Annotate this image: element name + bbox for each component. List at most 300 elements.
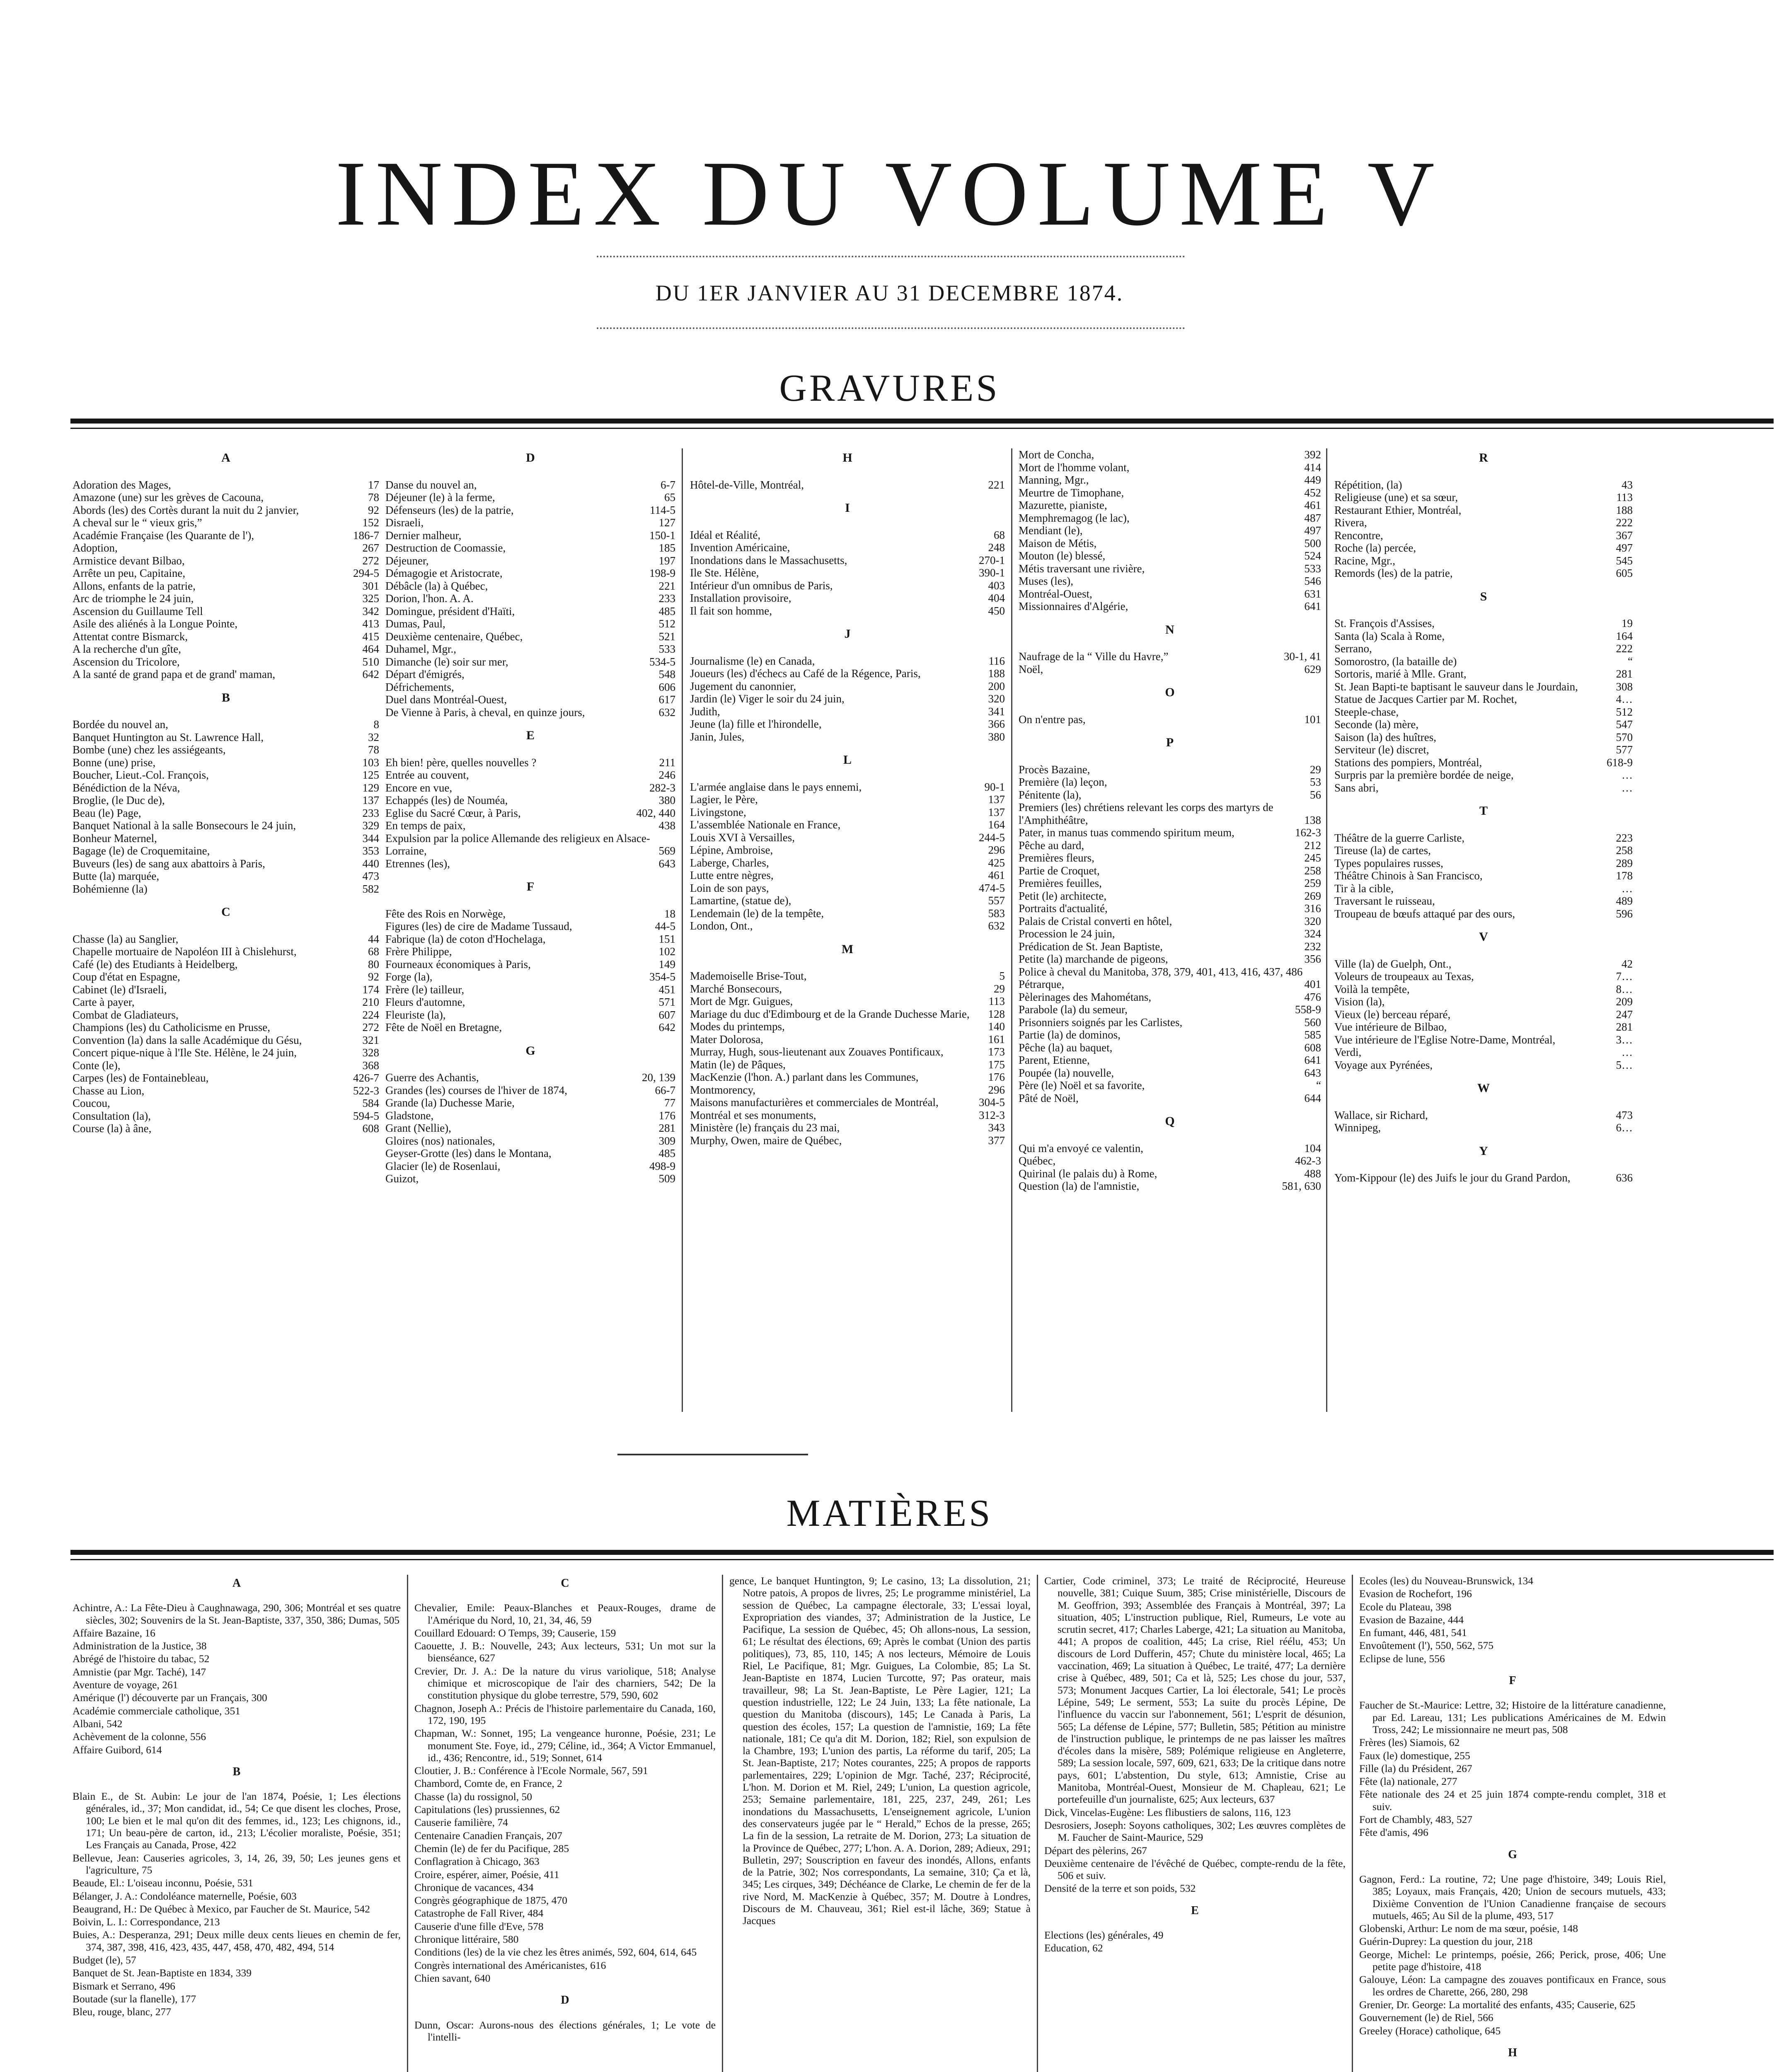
- entry-page: 509: [658, 1172, 675, 1185]
- entry-title: Pétrarque,: [1019, 978, 1065, 990]
- index-entry: [690, 705, 1005, 718]
- entry-page: 571: [658, 996, 675, 1008]
- index-entry: [690, 1096, 1005, 1109]
- entry-page: 413: [362, 617, 379, 630]
- section-letter: H: [842, 451, 852, 465]
- entry-page: 272: [362, 1021, 379, 1034]
- entry-page: 521: [658, 630, 675, 643]
- entry-title: Asile des aliénés à la Longue Pointe,: [73, 617, 238, 630]
- section-letter: N: [1165, 622, 1174, 637]
- entry-page: 188: [1616, 503, 1633, 516]
- entry-title: Ile Ste. Hélène,: [690, 566, 759, 579]
- entry-title: Remords (les) de la patrie,: [1334, 567, 1453, 579]
- entry-page: 224: [362, 1008, 379, 1021]
- entry-page: 270-1: [979, 554, 1005, 566]
- index-entry: [385, 681, 675, 694]
- index-entry: [690, 983, 1005, 995]
- index-entry: [73, 643, 379, 656]
- entry-page: 129: [362, 781, 379, 794]
- entry-page: …: [1622, 882, 1633, 895]
- entry-page: 312-3: [979, 1109, 1005, 1121]
- index-entry: [1334, 504, 1633, 517]
- entry-title: Memphremagog (le lac),: [1019, 511, 1130, 524]
- subject-entry: Ecole du Plateau, 398: [1359, 1600, 1452, 1613]
- index-entry: [1019, 940, 1321, 953]
- subject-entry: Deuxième centenaire de l'évêché de Québec, compte-rendu de la fête, 506 et suiv.: [1044, 1857, 1346, 1882]
- index-entry: [1334, 857, 1633, 870]
- index-entry: [690, 907, 1005, 920]
- entry-page: 321: [362, 1034, 379, 1046]
- entry-page: 92: [368, 503, 379, 516]
- entry-title: Encore en vue,: [385, 781, 453, 794]
- entry-title: Louis XVI à Versailles,: [690, 831, 795, 844]
- entry-title: St. François d'Assises,: [1334, 617, 1435, 629]
- entry-title: Livingstone,: [690, 806, 746, 818]
- entry-page: 44-5: [655, 920, 675, 932]
- entry-title: Coucou,: [73, 1097, 110, 1109]
- entry-title: Quirinal (le palais du) à Rome,: [1019, 1167, 1157, 1180]
- entry-page: 390-1: [979, 566, 1005, 579]
- entry-page: 316: [1304, 902, 1321, 915]
- index-entry: [73, 1122, 379, 1135]
- entry-title: Déjeuner,: [385, 554, 429, 567]
- index-entry: [73, 617, 379, 630]
- entry-page: 162-3: [1295, 826, 1321, 839]
- entry-title: De Vienne à Paris, à cheval, en quinze jours,: [385, 706, 585, 719]
- entry-title: Murphy, Owen, maire de Québec,: [690, 1134, 842, 1147]
- entry-page: 103: [362, 756, 379, 769]
- entry-title: Montmorency,: [690, 1083, 755, 1096]
- entry-title: Mariage du duc d'Edimbourg et de la Grande Duchesse Marie,: [690, 1007, 970, 1020]
- subject-entry: Capitulations (les) prussiennes, 62: [414, 1803, 560, 1816]
- entry-page: 301: [362, 579, 379, 592]
- index-entry: [385, 592, 675, 605]
- entry-title: Fourneaux économiques à Paris,: [385, 958, 531, 971]
- entry-title: Danse du nouvel an,: [385, 478, 477, 491]
- entry-page: 366: [988, 718, 1005, 730]
- entry-page: 341: [988, 705, 1005, 718]
- entry-title: Saison (la) des huîtres,: [1334, 731, 1436, 743]
- entry-title: Petite (la) marchande de pigeons,: [1019, 953, 1168, 965]
- entry-page: 6…: [1616, 1121, 1633, 1134]
- subject-entry: Bleu, rouge, blanc, 277: [73, 2006, 171, 2018]
- index-entry: [385, 832, 675, 857]
- entry-page: 582: [362, 882, 379, 895]
- index-entry: [1334, 668, 1633, 680]
- entry-page: 489: [1616, 895, 1633, 907]
- entry-title: Lendemain (le) de la tempête,: [690, 907, 824, 920]
- entry-page: 632: [658, 706, 675, 719]
- subject-entry: Faux (le) domestique, 255: [1359, 1749, 1470, 1762]
- entry-page: 42: [1622, 957, 1633, 970]
- subject-entry: Conflagration à Chicago, 363: [414, 1855, 540, 1868]
- index-entry: [1334, 617, 1633, 630]
- index-entry: [73, 1110, 379, 1123]
- entry-title: Expulsion par la police Allemande des religieux en Alsace-Lorraine,: [385, 832, 650, 857]
- subject-entry: Banquet de St. Jean-Baptiste en 1834, 339: [73, 1967, 252, 1979]
- entry-title: Echappés (les) de Nouméa,: [385, 794, 508, 806]
- matieres-column-divider: [722, 1575, 723, 2072]
- index-entry: [1334, 1109, 1633, 1122]
- entry-page: 125: [362, 769, 379, 781]
- entry-page: 137: [988, 793, 1005, 806]
- index-entry: [1019, 890, 1321, 903]
- entry-title: Missionnaires d'Algérie,: [1019, 600, 1128, 612]
- entry-page: 487: [1304, 511, 1321, 524]
- entry-page: 267: [362, 542, 379, 554]
- page-title: INDEX DU VOLUME V: [335, 142, 1444, 245]
- entry-page: 222: [1616, 516, 1633, 529]
- entry-page: 308: [1616, 680, 1633, 693]
- index-entry: [385, 819, 675, 832]
- matieres-top-rule-thin: [70, 1559, 1774, 1560]
- entry-page: 533: [658, 643, 675, 655]
- entry-page: 581, 630: [1282, 1180, 1321, 1192]
- section-letter: W: [1477, 1081, 1490, 1095]
- entry-title: Il fait son homme,: [690, 604, 772, 617]
- index-entry: [385, 1160, 675, 1173]
- entry-title: Wallace, sir Richard,: [1334, 1109, 1428, 1121]
- entry-title: Mort de l'homme volant,: [1019, 461, 1130, 474]
- section-letter: E: [1191, 1904, 1199, 1917]
- entry-title: Mouton (le) blessé,: [1019, 549, 1106, 562]
- entry-title: Figures (les) de cire de Madame Tussaud,: [385, 920, 572, 932]
- index-entry: [690, 1071, 1005, 1084]
- entry-title: Voleurs de troupeaux au Texas,: [1334, 970, 1474, 983]
- index-entry: [1334, 1008, 1633, 1021]
- entry-page: 116: [988, 654, 1005, 667]
- entry-page: 558-9: [1295, 1003, 1321, 1016]
- entry-page: 56: [1310, 788, 1321, 801]
- entry-page: 258: [1304, 864, 1321, 877]
- index-entry: [73, 1059, 379, 1072]
- entry-title: Portraits d'actualité,: [1019, 902, 1108, 915]
- index-entry: [73, 1084, 379, 1097]
- index-entry: [1334, 706, 1633, 719]
- index-entry: [1019, 1003, 1321, 1016]
- entry-title: Deuxième centenaire, Québec,: [385, 630, 523, 643]
- index-entry: [690, 731, 1005, 743]
- index-entry: [1019, 852, 1321, 864]
- entry-page: 188: [988, 667, 1005, 680]
- entry-title: Stations des pompiers, Montréal,: [1334, 756, 1482, 769]
- subject-entry: Chemin (le) de fer du Pacifique, 285: [414, 1842, 569, 1854]
- entry-title: Glacier (le) de Rosenlaui,: [385, 1159, 501, 1172]
- entry-title: Petit (le) architecte,: [1019, 889, 1107, 902]
- entry-title: Traversant le ruisseau,: [1334, 895, 1435, 907]
- entry-page: 246: [658, 769, 675, 781]
- entry-title: Arrête un peu, Capitaine,: [73, 567, 186, 579]
- entry-title: Serrano,: [1334, 642, 1372, 655]
- index-entry: [385, 516, 675, 529]
- subject-entry: Fête nationale des 24 et 25 juin 1874 compte-rendu complet, 318 et suiv.: [1359, 1788, 1666, 1813]
- index-entry: [385, 920, 675, 933]
- index-entry: [690, 844, 1005, 857]
- entry-title: London, Ont.,: [690, 920, 753, 932]
- entry-title: Fleuriste (la),: [385, 1008, 446, 1021]
- index-entry: [690, 1033, 1005, 1046]
- index-entry: [690, 793, 1005, 806]
- index-entry: [1019, 776, 1321, 789]
- index-entry: [385, 945, 675, 958]
- entry-title: Seconde (la) mère,: [1334, 718, 1419, 731]
- entry-page: 583: [988, 907, 1005, 920]
- section-letter: T: [1479, 804, 1488, 818]
- entry-title: Laberge, Charles,: [690, 856, 769, 869]
- index-entry: [690, 566, 1005, 579]
- index-entry: [1019, 1092, 1321, 1105]
- entry-title: Matin (le) de Pâques,: [690, 1058, 786, 1071]
- entry-title: Chasse (la) au Sanglier,: [73, 932, 179, 945]
- entry-page: 176: [658, 1109, 675, 1122]
- entry-title: Bordée du nouvel an,: [73, 718, 168, 731]
- entry-title: Palais de Cristal converti en hôtel,: [1019, 915, 1172, 927]
- entry-title: Boucher, Lieut.-Col. François,: [73, 769, 209, 781]
- entry-title: Procession le 24 juin,: [1019, 927, 1115, 940]
- entry-page: 548: [658, 668, 675, 680]
- entry-page: 344: [362, 832, 379, 845]
- entry-title: Combat de Gladiateurs,: [73, 1008, 179, 1021]
- index-entry: [1019, 1180, 1321, 1193]
- gravures-column-2: [385, 448, 675, 1414]
- index-entry: [1019, 562, 1321, 575]
- index-entry: [385, 529, 675, 542]
- entry-title: Abords (les) des Cortès durant la nuit du 2 janvier,: [73, 503, 299, 516]
- matieres-column-divider: [407, 1575, 408, 2072]
- entry-title: Coup d'état en Espagne,: [73, 971, 180, 983]
- index-entry: [1334, 832, 1633, 845]
- entry-title: Montréal et ses monuments,: [690, 1109, 816, 1121]
- subject-entry: Conditions (les) de la vie chez les êtres animés, 592, 604, 614, 645: [414, 1946, 697, 1958]
- entry-page: 7…: [1616, 970, 1633, 983]
- subject-entry: Faucher de St.-Maurice: Lettre, 32; Histoire de la littérature canadienne, par Ed. Lareau, 131; Les publications Américaines de M. Edwin Tross, 242; Le missionnaire ne meurt pas, 508: [1359, 1699, 1666, 1736]
- index-entry: [1019, 1142, 1321, 1155]
- entry-title: Troupeau de bœufs attaqué par des ours,: [1334, 907, 1515, 920]
- entry-page: 210: [362, 996, 379, 1008]
- index-entry: [1334, 882, 1633, 895]
- index-entry: [690, 818, 1005, 831]
- subject-entry: Chronique littéraire, 580: [414, 1933, 519, 1946]
- index-entry: [1019, 663, 1321, 676]
- entry-title: Québec,: [1019, 1155, 1056, 1167]
- section-letter: Y: [1479, 1144, 1488, 1158]
- index-entry: [1334, 1172, 1633, 1184]
- index-entry: [690, 1046, 1005, 1058]
- entry-page: 325: [362, 592, 379, 605]
- entry-page: 185: [658, 542, 675, 554]
- entry-title: Voilà la tempête,: [1334, 983, 1410, 995]
- entry-title: Rivera,: [1334, 516, 1367, 529]
- entry-page: 608: [362, 1122, 379, 1135]
- entry-page: 221: [658, 579, 675, 592]
- subject-entry: Beaude, El.: L'oiseau inconnu, Poésie, 531: [73, 1877, 253, 1889]
- gravures-top-rule-thick: [70, 419, 1774, 424]
- entry-title: Attentat contre Bismarck,: [73, 630, 188, 643]
- index-entry: [385, 807, 675, 820]
- matieres-column-5: [1359, 1575, 1666, 2072]
- entry-page: 186-7: [353, 529, 379, 542]
- index-entry: [385, 769, 675, 782]
- entry-page: 343: [988, 1121, 1005, 1134]
- entry-title: Mademoiselle Brise-Tout,: [690, 970, 807, 982]
- section-letter: G: [525, 1043, 535, 1058]
- index-entry: [73, 870, 379, 883]
- entry-title: Départ d'émigrés,: [385, 668, 465, 680]
- entry-page: 113: [988, 995, 1005, 1007]
- entry-title: Idéal et Réalité,: [690, 528, 761, 541]
- entry-title: Parabole (la) du semeur,: [1019, 1003, 1128, 1016]
- entry-title: Pêche (la) au baquet,: [1019, 1041, 1113, 1054]
- index-entry: [690, 667, 1005, 680]
- entry-title: Guizot,: [385, 1172, 419, 1185]
- index-entry: [690, 1134, 1005, 1147]
- entry-title: Concert pique-nique à l'Ile Ste. Hélène, le 24 juin,: [73, 1046, 297, 1059]
- index-entry: [690, 1121, 1005, 1134]
- subject-entry: En fumant, 446, 481, 541: [1359, 1627, 1467, 1639]
- index-entry: [1019, 991, 1321, 1004]
- index-entry: [1334, 529, 1633, 542]
- index-entry: [73, 983, 379, 996]
- entry-title: Racine, Mgr.,: [1334, 554, 1395, 567]
- index-entry: [385, 1084, 675, 1097]
- index-entry: [385, 756, 675, 769]
- entry-page: 164: [988, 818, 1005, 831]
- index-entry: [73, 516, 379, 529]
- entry-page: 80: [368, 958, 379, 971]
- entry-page: 644: [1304, 1092, 1321, 1104]
- index-entry: [1019, 549, 1321, 562]
- entry-title: Loin de son pays,: [690, 881, 769, 894]
- entry-page: 101: [1304, 713, 1321, 726]
- entry-title: Maison de Métis,: [1019, 537, 1097, 549]
- entry-page: 258: [1616, 844, 1633, 857]
- index-entry: [1334, 908, 1633, 920]
- entry-page: 473: [1616, 1109, 1633, 1121]
- index-entry: [73, 1097, 379, 1110]
- entry-page: 461: [1304, 499, 1321, 511]
- index-entry: [73, 592, 379, 605]
- entry-page: 281: [1616, 1021, 1633, 1033]
- index-entry: [1334, 542, 1633, 554]
- entry-title: Théâtre de la guerre Carliste,: [1334, 831, 1465, 844]
- entry-page: 545: [1616, 554, 1633, 567]
- entry-page: 66-7: [655, 1084, 675, 1097]
- entry-page: 498-9: [649, 1159, 675, 1172]
- index-entry: [690, 1084, 1005, 1097]
- subject-entry: Fort de Chambly, 483, 527: [1359, 1813, 1473, 1826]
- index-entry: [1334, 718, 1633, 731]
- entry-title: Restaurant Ethier, Montréal,: [1334, 503, 1462, 516]
- entry-page: 328: [362, 1046, 379, 1059]
- subject-entry: Densité de la terre et son poids, 532: [1044, 1882, 1196, 1895]
- entry-title: Bénédiction de la Néva,: [73, 781, 180, 794]
- entry-title: Types populaires russes,: [1334, 857, 1443, 869]
- entry-page: 198-9: [649, 567, 675, 579]
- index-entry: [385, 554, 675, 567]
- entry-page: 426-7: [353, 1072, 379, 1084]
- entry-page: 585: [1304, 1029, 1321, 1041]
- entry-page: 309: [658, 1134, 675, 1147]
- entry-title: Roche (la) percée,: [1334, 542, 1416, 554]
- entry-title: Jugement du canonnier,: [690, 680, 796, 692]
- subject-entry: Causerie familière, 74: [414, 1816, 508, 1829]
- index-entry: [385, 605, 675, 618]
- section-letter: J: [844, 627, 851, 641]
- entry-title: Première (la) leçon,: [1019, 776, 1107, 788]
- entry-title: Sortoris, marié à Mlle. Grant,: [1334, 668, 1467, 680]
- entry-page: 281: [658, 1122, 675, 1134]
- index-entry: [73, 857, 379, 870]
- index-entry: [1019, 650, 1321, 663]
- entry-page: 149: [658, 958, 675, 971]
- index-entry: [690, 592, 1005, 605]
- gravures-column-divider: [1011, 448, 1012, 1412]
- index-entry: [1019, 1155, 1321, 1167]
- entry-page: 425: [988, 856, 1005, 869]
- subject-entry: Départ des pèlerins, 267: [1044, 1844, 1147, 1857]
- index-entry: [385, 1071, 675, 1084]
- entry-title: Voyage aux Pyrénées,: [1334, 1058, 1433, 1071]
- index-entry: [385, 857, 675, 870]
- entry-page: 569: [658, 845, 675, 857]
- entry-page: 248: [988, 541, 1005, 554]
- entry-page: 642: [658, 1021, 675, 1034]
- entry-title: Grande (la) Duchesse Marie,: [385, 1097, 515, 1109]
- index-entry: [1019, 499, 1321, 512]
- entry-title: Pater, in manus tuas commendo spiritum meum,: [1019, 826, 1234, 839]
- subject-entry: Causerie d'une fille d'Eve, 578: [414, 1920, 544, 1932]
- entry-page: 636: [1616, 1172, 1633, 1184]
- entry-page: 392: [1304, 448, 1321, 461]
- subject-entry: Cloutier, J. B.: Conférence à l'Ecole Normale, 567, 591: [414, 1765, 648, 1777]
- entry-page: 304-5: [979, 1096, 1005, 1109]
- entry-title: Grandes (les) courses de l'hiver de 1874,: [385, 1084, 567, 1097]
- entry-title: Chasse au Lion,: [73, 1084, 145, 1097]
- entry-title: Lutte entre nègres,: [690, 869, 774, 881]
- index-entry: [385, 996, 675, 1009]
- index-entry: [73, 479, 379, 491]
- subject-entry: Evasion de Bazaine, 444: [1359, 1613, 1464, 1626]
- subject-entry: Ecoles (les) du Nouveau-Brunswick, 134: [1359, 1575, 1533, 1587]
- entry-title: MacKenzie (l'hon. A.) parlant dans les Communes,: [690, 1071, 919, 1083]
- entry-title: Geyser-Grotte (les) dans le Montana,: [385, 1147, 552, 1159]
- section-letter: B: [221, 690, 230, 704]
- entry-page: 151: [658, 932, 675, 945]
- entry-page: 272: [362, 554, 379, 567]
- entry-title: Adoption,: [73, 542, 118, 554]
- index-entry: [1334, 642, 1633, 655]
- entry-page: 173: [988, 1046, 1005, 1058]
- subject-entry: Beaugrand, H.: De Québec à Mexico, par Faucher de St. Maurice, 542: [73, 1903, 370, 1915]
- matieres-column-1: [73, 1575, 401, 2072]
- entry-page: 485: [658, 605, 675, 617]
- entry-page: 138: [1304, 813, 1321, 826]
- entry-page: 367: [1616, 529, 1633, 542]
- index-entry: [1019, 1016, 1321, 1029]
- subject-entry: Boivin, L. I.: Correspondance, 213: [73, 1916, 220, 1928]
- subject-entry: Administration de la Justice, 38: [73, 1640, 207, 1652]
- subject-entry: Chambord, Comte de, en France, 2: [414, 1777, 562, 1790]
- entry-page: 200: [988, 680, 1005, 692]
- entry-page: 29: [1310, 763, 1321, 776]
- index-entry: [73, 743, 379, 756]
- matieres-column-3: [729, 1575, 1031, 2072]
- index-entry: [73, 845, 379, 857]
- subject-entry: George, Michel: Le printemps, poésie, 266; Perick, prose, 406; Une petite page d'histoire, 418: [1359, 1948, 1666, 1973]
- section-letter: D: [561, 1994, 569, 2007]
- subject-entry: Affaire Guibord, 614: [73, 1743, 162, 1756]
- entry-title: Manning, Mgr.,: [1019, 474, 1089, 486]
